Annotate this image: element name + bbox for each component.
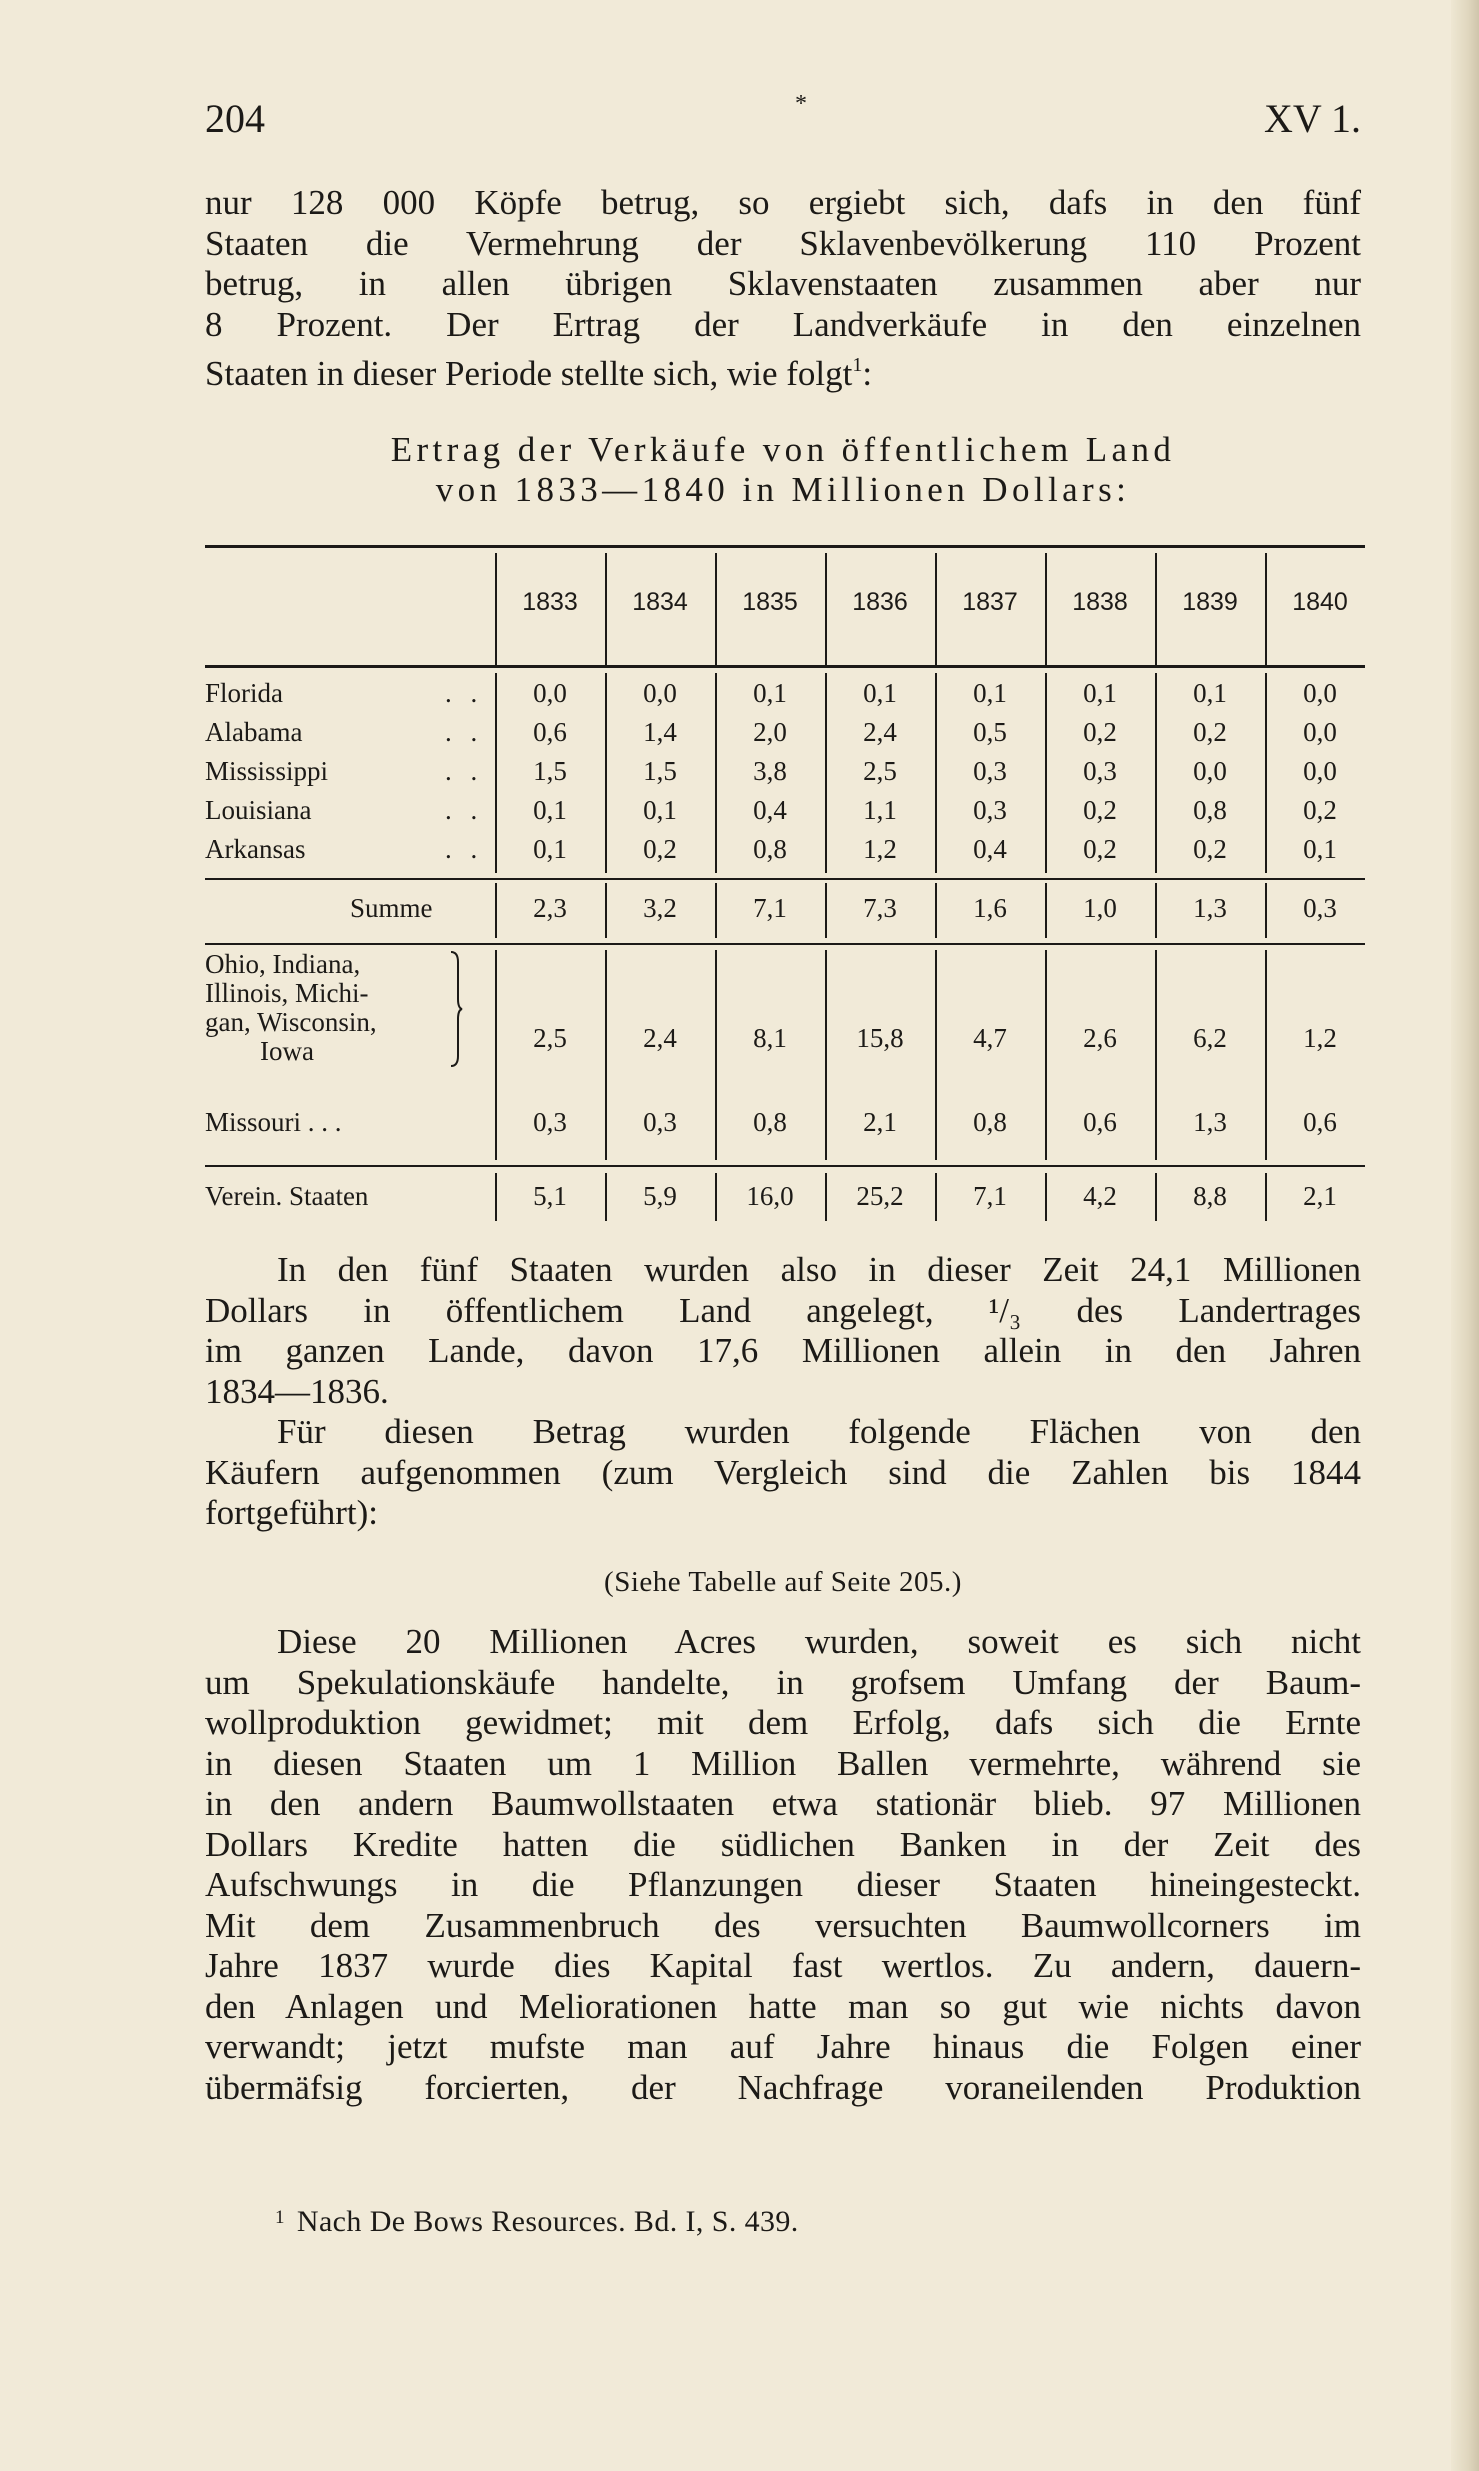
paragraph-2 [205, 1250, 1361, 1412]
leader-dots: . . [445, 717, 484, 747]
table-cell: 7,3 [863, 893, 897, 923]
row-label-text: Alabama [205, 717, 303, 747]
column-rule [715, 673, 717, 873]
column-rule [1155, 553, 1157, 665]
year-header: 1840 [1292, 588, 1348, 616]
text-line: Dollars in öffentlichem Land angelegt, ¹/₃ des Landertrages [205, 1290, 1361, 1330]
group-label-line: gan, Wisconsin, [205, 1007, 377, 1037]
column-rule [495, 883, 497, 938]
column-rule [1265, 950, 1267, 1160]
table-cell: 0,6 [1083, 1107, 1117, 1137]
column-rule [1265, 673, 1267, 873]
leader-dots: . . [445, 678, 484, 708]
table-cell: 0,2 [1083, 717, 1117, 747]
column-rule [605, 883, 607, 938]
year-header: 1834 [632, 588, 688, 616]
text-line: fortgeführt): [205, 1493, 378, 1532]
table-cell: 0,1 [643, 795, 677, 825]
row-label-text: Mississippi [205, 756, 329, 786]
row-label-total: Verein. Staaten [205, 1181, 369, 1211]
table-cell: 2,4 [863, 717, 897, 747]
group-label-line: Ohio, Indiana, [205, 949, 361, 979]
table-cell: 0,2 [1303, 795, 1337, 825]
column-rule [935, 1173, 937, 1221]
table-cell: 1,1 [863, 795, 897, 825]
footnote-text: Nach De Bows Resources. Bd. I, S. 439. [296, 2205, 799, 2238]
table-cell: 1,5 [643, 756, 677, 786]
table-cell: 1,4 [643, 717, 677, 747]
column-rule [495, 1173, 497, 1221]
year-header: 1839 [1182, 588, 1238, 616]
paragraph-1 [205, 183, 1361, 395]
paragraph-4 [205, 1622, 1361, 2108]
text-line: um Spekulationskäufe handelte, in grofsem Umfang der Baum- [205, 1662, 1361, 1702]
land-sales-table [205, 545, 1365, 1225]
table-cell: 7,1 [753, 893, 787, 923]
row-label-alabama [205, 717, 484, 748]
year-header: 1833 [522, 588, 578, 616]
column-rule [1045, 883, 1047, 938]
column-rule [495, 950, 497, 1160]
table-cell: 0,4 [753, 795, 787, 825]
table-cell: 2,6 [1083, 1023, 1117, 1053]
table-cell: 0,2 [1083, 795, 1117, 825]
table-cell: 0,1 [1303, 834, 1337, 864]
text-line: 1834—1836. [205, 1371, 389, 1411]
text-line: nur 128 000 Köpfe betrug, so ergiebt sich, dafs in den fünf [205, 183, 1361, 222]
text-fragment: Staaten in dieser Periode stellte sich, wie folgt [205, 354, 853, 393]
column-rule [715, 950, 717, 1160]
text-line: in den andern Baumwollstaaten etwa stationär blieb. 97 Millionen [205, 1784, 1361, 1823]
page-number: 204 [205, 96, 265, 141]
column-rule [495, 673, 497, 873]
table-cell: 2,4 [643, 1023, 677, 1053]
table-reference: (Siehe Tabelle auf Seite 205.) [604, 1566, 962, 1598]
column-rule [825, 883, 827, 938]
table-cell: 0,3 [1303, 893, 1337, 923]
year-header: 1837 [962, 588, 1018, 616]
table-cell: 0,2 [1083, 834, 1117, 864]
text-line: Für diesen Betrag wurden folgende Flächen von den [277, 1412, 1361, 1451]
column-rule [1155, 950, 1157, 1160]
footnote-number: 1 [275, 2207, 285, 2228]
signature-mark: XV 1. [1263, 96, 1361, 141]
column-rule [935, 673, 937, 873]
table-rule-top [205, 545, 1365, 548]
text-line: Jahre 1837 wurde dies Kapital fast wertlos. Zu andern, dauern- [205, 1946, 1361, 1985]
column-rule [605, 1173, 607, 1221]
column-rule [825, 950, 827, 1160]
paragraph-3 [205, 1412, 1361, 1534]
table-cell: 0,1 [1083, 678, 1117, 708]
table-cell: 0,1 [863, 678, 897, 708]
table-cell: 2,1 [863, 1107, 897, 1137]
column-rule [1155, 673, 1157, 873]
text-line: übermäfsig forcierten, der Nachfrage voraneilenden Produktion [205, 2067, 1361, 2107]
column-rule [935, 950, 937, 1160]
table-caption [205, 430, 1361, 510]
table-cell: 0,8 [753, 834, 787, 864]
column-rule [1045, 1173, 1047, 1221]
table-cell: 16,0 [746, 1181, 794, 1211]
column-rule [935, 553, 937, 665]
table-cell: 1,3 [1193, 893, 1227, 923]
table-cell: 1,2 [1303, 1023, 1337, 1053]
row-label-missouri: Missouri . . . [205, 1107, 342, 1137]
leader-dots: . . [445, 756, 484, 786]
table-cell: 0,6 [1303, 1107, 1337, 1137]
text-line [205, 345, 1361, 395]
table-cell: 0,2 [1193, 717, 1227, 747]
column-rule [605, 673, 607, 873]
column-rule [605, 553, 607, 665]
row-label-mississippi [205, 756, 484, 787]
table-cell: 3,2 [643, 893, 677, 923]
row-label-northwest-group [205, 950, 377, 1066]
table-cell: 7,1 [973, 1181, 1007, 1211]
row-label-text: Louisiana [205, 795, 312, 825]
table-cell: 1,0 [1083, 893, 1117, 923]
row-label-text: Arkansas [205, 834, 306, 864]
table-cell: 6,2 [1193, 1023, 1227, 1053]
table-cell: 0,1 [533, 795, 567, 825]
column-rule [1265, 883, 1267, 938]
table-cell: 0,3 [643, 1107, 677, 1137]
table-cell: 0,0 [533, 678, 567, 708]
text-line: Staaten die Vermehrung der Sklavenbevölkerung 110 Prozent [205, 223, 1361, 263]
column-rule [1045, 673, 1047, 873]
table-cell: 0,6 [533, 717, 567, 747]
row-label-summe: Summe [350, 893, 433, 923]
group-label-line: Illinois, Michi- [205, 978, 369, 1008]
table-cell: 0,1 [753, 678, 787, 708]
column-rule [715, 883, 717, 938]
row-label-florida [205, 678, 484, 709]
text-fragment: : [862, 354, 873, 393]
table-cell: 3,8 [753, 756, 787, 786]
leader-dots: . . [445, 834, 484, 864]
table-cell: 0,0 [1303, 756, 1337, 786]
table-cell: 8,1 [753, 1023, 787, 1053]
table-cell: 2,0 [753, 717, 787, 747]
row-label-text: Florida [205, 678, 283, 708]
row-label-louisiana [205, 795, 484, 826]
text-line: in diesen Staaten um 1 Million Ballen vermehrte, während sie [205, 1743, 1361, 1783]
text-line: Dollars Kredite hatten die südlichen Banken in der Zeit des [205, 1824, 1361, 1864]
curly-brace-icon [449, 950, 463, 1068]
table-cell: 0,3 [1083, 756, 1117, 786]
text-line: den Anlagen und Meliorationen hatte man so gut wie nichts davon [205, 1986, 1361, 2026]
column-rule [605, 950, 607, 1160]
table-cell: 15,8 [856, 1023, 904, 1053]
table-cell: 0,1 [973, 678, 1007, 708]
table-cell: 5,1 [533, 1181, 567, 1211]
column-rule [1265, 1173, 1267, 1221]
text-line: Mit dem Zusammenbruch des versuchten Baumwollcorners im [205, 1905, 1361, 1945]
column-rule [825, 673, 827, 873]
page-header [205, 91, 1361, 145]
text-line: Aufschwungs in die Pflanzungen dieser Staaten hineingesteckt. [205, 1865, 1361, 1904]
table-cell: 1,2 [863, 834, 897, 864]
table-rule-states [205, 878, 1365, 880]
table-cell: 0,0 [1303, 678, 1337, 708]
text-line: Käufern aufgenommen (zum Vergleich sind die Zahlen bis 1844 [205, 1452, 1361, 1492]
table-cell: 4,7 [973, 1023, 1007, 1053]
table-cell: 1,3 [1193, 1107, 1227, 1137]
year-header: 1836 [852, 588, 908, 616]
text-line: wollproduktion gewidmet; mit dem Erfolg, dafs sich die Ernte [205, 1703, 1361, 1742]
year-header: 1838 [1072, 588, 1128, 616]
table-cell: 0,3 [973, 795, 1007, 825]
column-rule [825, 553, 827, 665]
table-cell: 0,5 [973, 717, 1007, 747]
table-cell: 2,5 [533, 1023, 567, 1053]
table-rule-header [205, 665, 1365, 668]
text-line: 8 Prozent. Der Ertrag der Landverkäufe in den einzelnen [205, 304, 1361, 344]
table-cell: 0,3 [533, 1107, 567, 1137]
table-cell: 4,2 [1083, 1181, 1117, 1211]
table-cell: 1,5 [533, 756, 567, 786]
table-cell: 1,6 [973, 893, 1007, 923]
column-rule [1155, 1173, 1157, 1221]
leader-dots: . . [445, 795, 484, 825]
text-line: verwandt; jetzt mufste man auf Jahre hinaus die Folgen einer [205, 2027, 1361, 2066]
table-cell: 2,3 [533, 893, 567, 923]
table-rule-regions [205, 1165, 1365, 1167]
table-cell: 2,1 [1303, 1181, 1337, 1211]
group-label-line: Iowa [260, 1036, 314, 1066]
footnote-reference: 1 [852, 354, 863, 376]
table-cell: 0,4 [973, 834, 1007, 864]
header-mark: * [795, 91, 807, 117]
text-line: In den fünf Staaten wurden also in dieser Zeit 24,1 Millionen [277, 1250, 1361, 1289]
table-cell: 0,0 [643, 678, 677, 708]
column-rule [495, 553, 497, 665]
table-cell: 0,0 [1193, 756, 1227, 786]
column-rule [1155, 883, 1157, 938]
table-cell: 0,2 [643, 834, 677, 864]
row-label-arkansas [205, 834, 484, 865]
table-cell: 0,0 [1303, 717, 1337, 747]
column-rule [825, 1173, 827, 1221]
column-rule [1045, 553, 1047, 665]
column-rule [715, 553, 717, 665]
caption-line-2: von 1833—1840 in Millionen Dollars: [435, 470, 1131, 509]
column-rule [1045, 950, 1047, 1160]
text-line: im ganzen Lande, davon 17,6 Millionen allein in den Jahren [205, 1331, 1361, 1370]
page-edge [1451, 0, 1479, 2471]
column-rule [715, 1173, 717, 1221]
year-header: 1835 [742, 588, 798, 616]
table-cell: 5,9 [643, 1181, 677, 1211]
table-cell: 0,2 [1193, 834, 1227, 864]
table-cell: 8,8 [1193, 1181, 1227, 1211]
footnote [275, 2205, 799, 2239]
caption-line-1: Ertrag der Verkäufe von öffentlichem Land [390, 430, 1176, 469]
table-cell: 0,8 [1193, 795, 1227, 825]
table-cell: 0,1 [533, 834, 567, 864]
table-rule-summe [205, 943, 1365, 945]
table-cell: 0,3 [973, 756, 1007, 786]
table-cell: 0,8 [753, 1107, 787, 1137]
table-cell: 2,5 [863, 756, 897, 786]
column-rule [935, 883, 937, 938]
column-rule [1265, 553, 1267, 665]
text-line: betrug, in allen übrigen Sklavenstaaten zusammen aber nur [205, 264, 1361, 303]
table-cell: 0,8 [973, 1107, 1007, 1137]
text-line: Diese 20 Millionen Acres wurden, soweit es sich nicht [277, 1622, 1361, 1661]
table-cell: 0,1 [1193, 678, 1227, 708]
table-cell: 25,2 [856, 1181, 904, 1211]
